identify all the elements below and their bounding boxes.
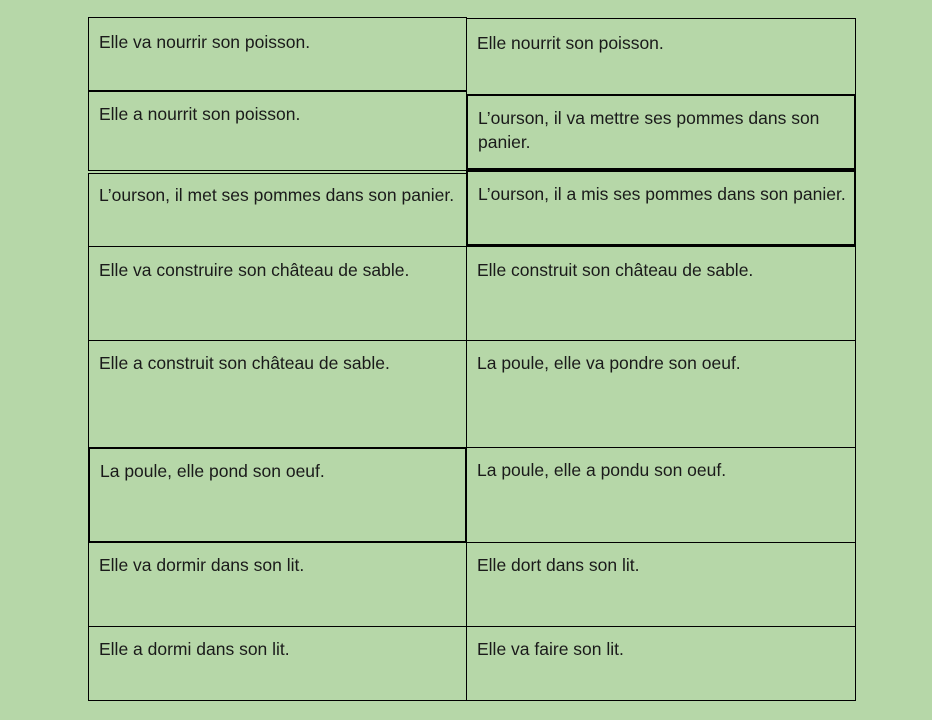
sentence-card: [88, 626, 467, 701]
sentence-text: L’ourson, il a mis ses pommes dans son panier.: [478, 184, 846, 204]
sentence-card: [466, 447, 856, 543]
sentence-text: Elle dort dans son lit.: [477, 555, 640, 575]
sentence-card: [466, 340, 856, 448]
sentence-card: [88, 340, 467, 448]
sentence-card: [88, 17, 467, 91]
sentence-text: Elle nourrit son poisson.: [477, 33, 664, 53]
sentence-text: Elle a construit son château de sable.: [99, 353, 390, 373]
sentence-text: La poule, elle pond son oeuf.: [100, 461, 325, 481]
sentence-text: L’ourson, il met ses pommes dans son panier.: [99, 185, 455, 205]
sentence-card: [88, 447, 467, 543]
sentence-text: La poule, elle a pondu son oeuf.: [477, 460, 727, 480]
sentence-card: [88, 542, 467, 627]
sentence-card: [466, 246, 856, 341]
sentence-card: [466, 94, 856, 170]
sentence-card: [466, 170, 856, 246]
sentence-text: L’ourson, il va mettre ses pommes dans son panier.: [478, 108, 820, 152]
sentence-text: Elle a nourrit son poisson.: [99, 104, 301, 124]
sentence-card: [88, 173, 467, 247]
sentence-card: [466, 18, 856, 95]
sentence-card: [466, 542, 856, 627]
sentence-text: Elle va construire son château de sable.: [99, 260, 410, 280]
sentence-card: [466, 626, 856, 701]
sentence-text: Elle va nourrir son poisson.: [99, 32, 311, 52]
sentence-text: Elle a dormi dans son lit.: [99, 639, 290, 659]
sentence-card: [88, 246, 467, 341]
sentence-text: Elle construit son château de sable.: [477, 260, 754, 280]
sentence-card: [88, 91, 467, 171]
sentence-text: Elle va dormir dans son lit.: [99, 555, 305, 575]
sentence-text: Elle va faire son lit.: [477, 639, 624, 659]
sentence-text: La poule, elle va pondre son oeuf.: [477, 353, 741, 373]
